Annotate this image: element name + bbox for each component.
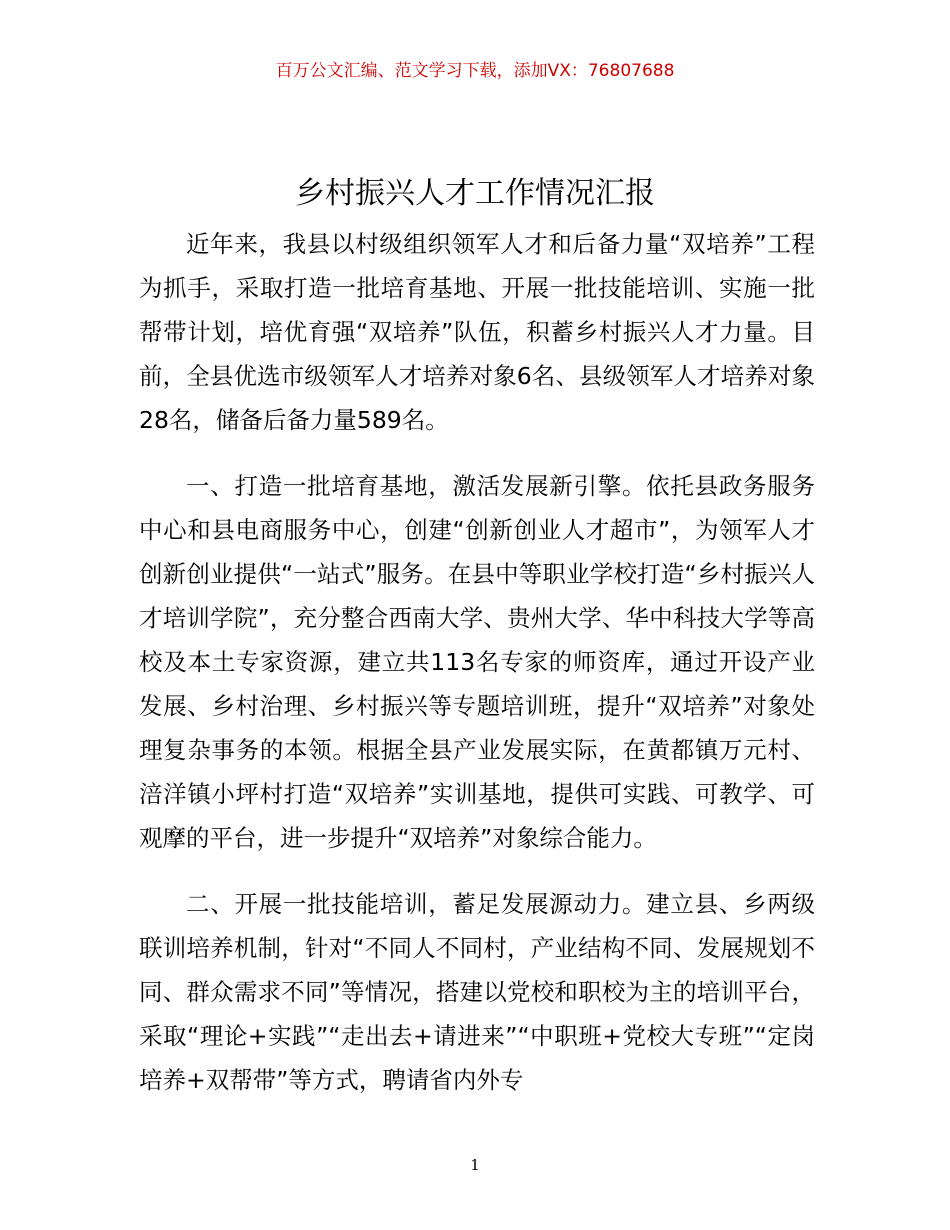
page-number: 1 [470,1156,480,1174]
document-title: 乡村振兴人才工作情况汇报 [295,176,655,211]
paragraph-section-1: 一、打造一批培育基地，激活发展新引擎。依托县政务服务中心和县电商服务中心，创建“创新创业人才超市”，为领军人才创新创业提供“一站式”服务。在县中等职业学校打造“乡村振兴人才培训学院”，充分整合西南大学、贵州大学、华中科技大学等高校及本土专家资源，建立共113名专家的师资库，通过开设产业发展、乡村治理、乡村振兴等专题培训班，提升“双培养”对象处理复杂事务的本领。根据全县产业发展实际，在黄都镇万元村、涪洋镇小坪村打造“双培养”实训基地，提供可实践、可教学、可观摩的平台，进一步提升“双培养”对象综合能力。 [139,472,815,852]
paragraph-section-2: 二、开展一批技能培训，蓄足发展源动力。建立县、乡两级联训培养机制，针对“不同人不同村，产业结构不同、发展规划不同、群众需求不同”等情况，搭建以党校和职校为主的培训平台，采取“理论+实践”“走出去+请进来”“中职班+党校大专班”“定岗培养+双帮带”等方式，聘请省内外专 [139,890,815,1094]
document-body [139,222,815,1124]
watermark-header: 百万公文汇编、范文学习下载，添加VX：76807688 [275,61,675,81]
paragraph-intro: 近年来，我县以村级组织领军人才和后备力量“双培养”工程为抓手，采取打造一批培育基地、开展一批技能培训、实施一批帮带计划，培优育强“双培养”队伍，积蓄乡村振兴人才力量。目前，全县优选市级领军人才培养对象6名、县级领军人才培养对象28名，储备后备力量589名。 [139,230,815,434]
